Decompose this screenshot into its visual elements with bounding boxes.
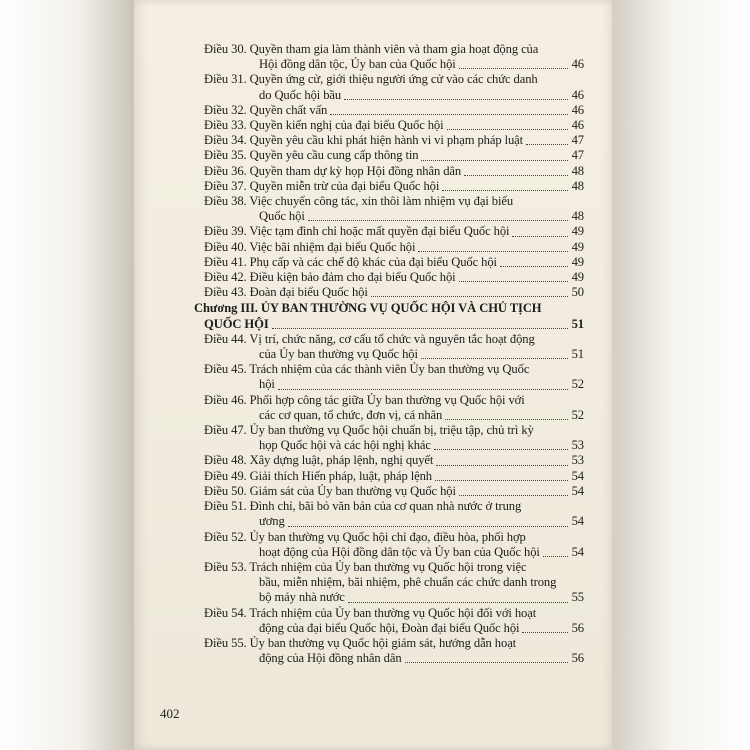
toc-page-number: 46 — [571, 118, 584, 133]
dot-leader — [543, 556, 568, 557]
toc-page-number: 54 — [571, 514, 584, 529]
toc-entry-title: do Quốc hội bầu — [259, 87, 342, 102]
toc-entry-title: Điều 51. Đình chỉ, bãi bỏ văn bản của cơ quan nhà nước ở trung — [204, 499, 522, 514]
toc-entry — [204, 332, 584, 362]
toc-page-number: 56 — [571, 651, 584, 666]
toc-entry-title: Quốc hội — [259, 209, 305, 224]
toc-entry — [204, 148, 584, 163]
dot-leader — [459, 68, 568, 69]
toc-entry-title: Điều 42. Điều kiện bảo đảm cho đại biểu Quốc hội — [204, 270, 456, 285]
toc-chapter-heading — [194, 301, 584, 331]
toc-entry-line — [204, 590, 584, 605]
toc-entry — [204, 240, 584, 255]
toc-page-number: 48 — [571, 178, 584, 193]
toc-entry — [204, 453, 584, 468]
toc-entry-line — [204, 133, 584, 148]
book-page — [134, 0, 612, 750]
dot-leader — [434, 449, 568, 450]
toc-entry — [204, 469, 584, 484]
toc-entry-line — [204, 57, 584, 72]
toc-entry-line — [204, 255, 584, 270]
toc-entry — [204, 499, 584, 529]
toc-entry-title: QUỐC HỘI — [204, 316, 269, 331]
toc-entry-line — [204, 438, 584, 453]
page-number: 402 — [160, 706, 180, 721]
toc-entry-title: Điều 35. Quyền yêu cầu cung cấp thông tin — [204, 148, 419, 163]
toc-entry-title: Chương III. ỦY BAN THƯỜNG VỤ QUỐC HỘI VÀ CHỦ TỊCH — [194, 301, 542, 316]
toc-entry-title: Điều 47. Ủy ban thường vụ Quốc hội chuẩn bị, triệu tập, chủ trì kỳ — [204, 423, 534, 438]
dot-leader — [436, 465, 568, 466]
toc-page-number: 47 — [571, 148, 584, 163]
toc-entry — [204, 118, 584, 133]
toc-page-number: 49 — [571, 239, 584, 254]
toc-entry — [204, 133, 584, 148]
toc-entry — [204, 194, 584, 224]
dot-leader — [405, 662, 568, 663]
dot-leader — [421, 160, 568, 161]
dot-leader — [272, 328, 568, 329]
toc-page-number: 51 — [571, 347, 584, 362]
toc-entry-line — [204, 453, 584, 468]
toc-entry-line — [204, 408, 584, 423]
dot-leader — [442, 190, 568, 191]
toc-entry-title: Điều 32. Quyền chất vấn — [204, 102, 328, 117]
toc-entry-title: Điều 54. Trách nhiệm của Ủy ban thường vụ Quốc hội đối với hoạt — [204, 605, 537, 620]
dot-leader — [447, 129, 568, 130]
toc-entry-title: Điều 36. Quyền tham dự kỳ họp Hội đồng nhân dân — [204, 163, 462, 178]
toc-page-number: 48 — [571, 209, 584, 224]
toc-entry-title: họp Quốc hội và các hội nghị khác — [259, 438, 431, 453]
dot-leader — [371, 296, 568, 297]
toc-entry — [204, 224, 584, 239]
toc-page-number: 49 — [571, 270, 584, 285]
toc-entry — [204, 423, 584, 453]
toc-entry-line — [204, 377, 584, 392]
toc-entry — [204, 285, 584, 300]
toc-entry — [204, 72, 584, 102]
toc-entry-title: động của Hội đồng nhân dân — [259, 651, 402, 666]
toc-entry-title: Điều 44. Vị trí, chức năng, cơ cấu tổ chức và nguyên tắc hoạt động — [204, 331, 535, 346]
toc-entry — [204, 164, 584, 179]
toc-entry-line — [204, 469, 584, 484]
toc-entry — [204, 484, 584, 499]
toc-entry-line — [204, 514, 584, 529]
dot-leader — [344, 99, 568, 100]
dot-leader — [526, 144, 568, 145]
toc-page-number: 50 — [571, 285, 584, 300]
toc-entry-line — [204, 347, 584, 362]
toc-entry-line — [204, 209, 584, 224]
dot-leader — [500, 266, 568, 267]
toc-entry-line — [204, 224, 584, 239]
toc-entry-line — [204, 285, 584, 300]
dot-leader — [330, 114, 568, 115]
toc-entry-title: của Ủy ban thường vụ Quốc hội — [259, 347, 418, 362]
toc-entry-line — [204, 651, 584, 666]
toc-entry-title: Điều 46. Phối hợp công tác giữa Ủy ban thường vụ Quốc hội với — [204, 392, 525, 407]
dot-leader — [512, 236, 568, 237]
toc-entry-title: Điều 45. Trách nhiệm của các thành viên Ủy ban thường vụ Quốc — [204, 362, 530, 377]
toc-entry-title: bầu, miễn nhiệm, bãi nhiệm, phê chuẩn các chức danh trong — [259, 575, 557, 590]
toc-entry-line — [204, 88, 584, 103]
toc-page-number: 53 — [571, 453, 584, 468]
toc-page-number: 54 — [571, 468, 584, 483]
toc-entry — [204, 270, 584, 285]
left-page-shadow — [0, 0, 134, 750]
toc-entry-title: Điều 39. Việc tạm đình chỉ hoặc mất quyền đại biểu Quốc hội — [204, 224, 510, 239]
toc-entry-line — [204, 484, 584, 499]
toc-entry — [204, 179, 584, 194]
dot-leader — [435, 480, 568, 481]
toc-entry — [204, 606, 584, 636]
toc-entry-title: bộ máy nhà nước — [259, 590, 345, 605]
toc-entry-title: Điều 48. Xây dựng luật, pháp lệnh, nghị quyết — [204, 453, 434, 468]
dot-leader — [522, 632, 568, 633]
dot-leader — [459, 281, 568, 282]
toc-page-number: 51 — [571, 316, 584, 331]
toc-entry-title: hội — [259, 377, 275, 392]
toc-entry-title: Hội đồng dân tộc, Ủy ban của Quốc hội — [259, 57, 456, 72]
dot-leader — [278, 389, 568, 390]
toc-entry-line — [204, 621, 584, 636]
dot-leader — [418, 251, 568, 252]
toc-entry-title: Điều 37. Quyền miễn trừ của đại biểu Quốc hội — [204, 178, 440, 193]
right-page-shadow — [610, 0, 750, 750]
toc-entry — [204, 255, 584, 270]
toc-entry — [204, 362, 584, 392]
toc-page-number: 49 — [571, 224, 584, 239]
toc-entry-title: ương — [259, 514, 285, 529]
toc-page-number: 46 — [571, 87, 584, 102]
toc-entry-title: Điều 55. Ủy ban thường vụ Quốc hội giám sát, hướng dẫn hoạt — [204, 635, 517, 650]
toc-entry-title: Điều 43. Đoàn đại biểu Quốc hội — [204, 285, 368, 300]
toc-page-number: 48 — [571, 163, 584, 178]
toc-entry-title: Điều 50. Giám sát của Ủy ban thường vụ Quốc hội — [204, 483, 456, 498]
toc-entry-line — [204, 179, 584, 194]
toc-page-number: 49 — [571, 254, 584, 269]
toc-entry — [204, 393, 584, 423]
toc-entry-title: Điều 30. Quyền tham gia làm thành viên và tham gia hoạt động của — [204, 42, 539, 56]
toc-entry-line — [204, 270, 584, 285]
table-of-contents — [194, 42, 584, 666]
toc-page-number: 46 — [571, 57, 584, 72]
dot-leader — [348, 602, 568, 603]
toc-page-number: 54 — [571, 483, 584, 498]
dot-leader — [464, 175, 568, 176]
toc-entry-line — [204, 545, 584, 560]
dot-leader — [445, 419, 568, 420]
toc-page-number: 52 — [571, 407, 584, 422]
toc-entry-title: Điều 31. Quyền ứng cử, giới thiệu người ứng cử vào các chức danh — [204, 72, 538, 87]
toc-entry-line — [194, 317, 584, 332]
toc-entry — [204, 103, 584, 118]
toc-entry-title: Điều 40. Việc bãi nhiệm đại biểu Quốc hội — [204, 239, 416, 254]
toc-entry-title: động của đại biểu Quốc hội, Đoàn đại biểu Quốc hội — [259, 620, 520, 635]
toc-page-number: 46 — [571, 102, 584, 117]
toc-page-number: 54 — [571, 544, 584, 559]
toc-entry-title: Điều 34. Quyền yêu cầu khi phát hiện hành vi vi phạm pháp luật — [204, 133, 524, 148]
toc-entry-title: Điều 38. Việc chuyển công tác, xin thôi làm nhiệm vụ đại biểu — [204, 194, 514, 209]
dot-leader — [421, 358, 568, 359]
toc-entry — [204, 530, 584, 560]
toc-entry-line — [204, 148, 584, 163]
toc-page-number: 56 — [571, 620, 584, 635]
toc-entry-line — [204, 164, 584, 179]
toc-page-number: 53 — [571, 438, 584, 453]
toc-page-number: 47 — [571, 133, 584, 148]
toc-entry-line — [204, 118, 584, 133]
toc-entry-title: Điều 41. Phụ cấp và các chế độ khác của đại biểu Quốc hội — [204, 254, 497, 269]
toc-entry — [204, 42, 584, 72]
toc-entry — [204, 636, 584, 666]
dot-leader — [459, 495, 568, 496]
dot-leader — [308, 220, 568, 221]
toc-entry-title: Điều 33. Quyền kiến nghị của đại biểu Quốc hội — [204, 118, 444, 133]
toc-entry-title: Điều 52. Ủy ban thường vụ Quốc hội chỉ đạo, điều hòa, phối hợp — [204, 529, 526, 544]
toc-page-number: 55 — [571, 590, 584, 605]
toc-entry-line — [204, 103, 584, 118]
toc-entry-title: Điều 49. Giải thích Hiến pháp, luật, pháp lệnh — [204, 468, 432, 483]
toc-entry-line — [204, 240, 584, 255]
dot-leader — [288, 526, 568, 527]
toc-entry-title: hoạt động của Hội đồng dân tộc và Ủy ban của Quốc hội — [259, 544, 540, 559]
toc-entry-title: các cơ quan, tổ chức, đơn vị, cá nhân — [259, 407, 443, 422]
toc-page-number: 52 — [571, 377, 584, 392]
toc-entry — [204, 560, 584, 606]
toc-entry-title: Điều 53. Trách nhiệm của Ủy ban thường vụ Quốc hội trong việc — [204, 559, 527, 574]
